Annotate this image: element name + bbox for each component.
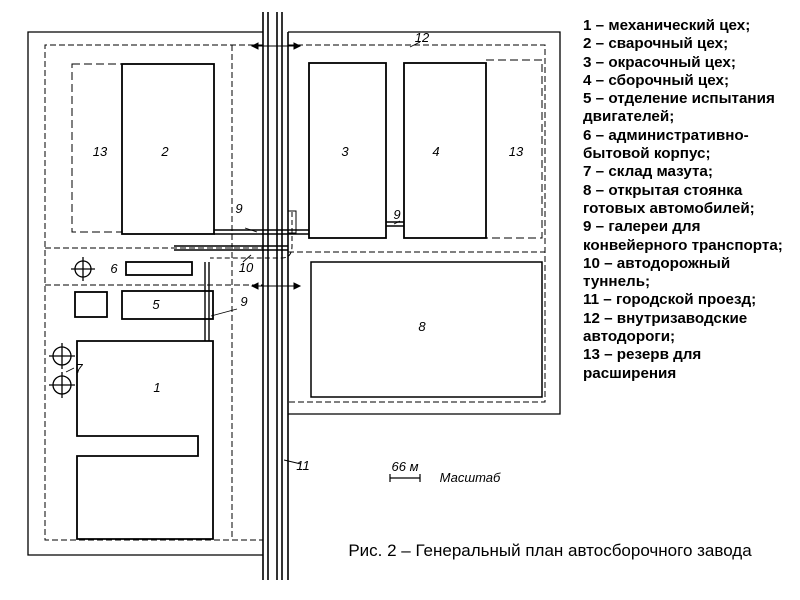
building-5-engine-test bbox=[122, 291, 213, 319]
legend-item: 13 – резерв для расширения bbox=[583, 346, 702, 382]
label-3: 3 bbox=[341, 144, 349, 159]
conveyor-galleries bbox=[174, 222, 404, 341]
label-1: 1 bbox=[153, 380, 161, 395]
right-parcel-boundary bbox=[288, 32, 560, 414]
scale-label: Масштаб bbox=[439, 470, 501, 485]
label-13-right: 13 bbox=[508, 144, 524, 159]
fuel-tank-icon bbox=[49, 372, 75, 398]
fuel-tank-icon bbox=[49, 343, 75, 369]
legend-item: 2 – сварочный цех; bbox=[583, 35, 729, 53]
label-13-left: 13 bbox=[92, 144, 108, 159]
road-tunnel bbox=[210, 212, 292, 258]
fuel-tank-icon bbox=[71, 257, 95, 281]
building-4-assembly-shop bbox=[404, 63, 486, 238]
scale-value: 66 м bbox=[391, 459, 419, 474]
figure-caption: Рис. 2 – Генеральный план автосборочного завода bbox=[348, 541, 752, 560]
building-5-engine-test-block bbox=[75, 292, 107, 317]
building-6-admin-block bbox=[126, 262, 192, 275]
city-road bbox=[263, 12, 288, 580]
label-4: 4 bbox=[432, 144, 440, 159]
legend-item: 7 – склад мазута; bbox=[583, 163, 713, 181]
left-parcel-boundary bbox=[28, 32, 263, 555]
legend-item: 6 – административно-бытовой корпус; bbox=[583, 126, 749, 163]
legend-item: 10 – автодорожный туннель; bbox=[583, 254, 731, 291]
label-9-right: 9 bbox=[393, 207, 401, 222]
legend-item: 4 – сборочный цех; bbox=[583, 71, 730, 89]
legend-item: 9 – галереи для конвейерного транспорта; bbox=[583, 218, 783, 254]
label-12: 12 bbox=[414, 30, 430, 45]
label-9-bottom: 9 bbox=[240, 294, 248, 309]
legend-item: 11 – городской проезд; bbox=[583, 291, 757, 309]
label-10: 10 bbox=[238, 260, 254, 275]
label-9-top: 9 bbox=[235, 201, 243, 216]
leader-lines bbox=[66, 42, 420, 464]
building-1-mechanical-shop bbox=[77, 341, 213, 539]
label-6: 6 bbox=[110, 261, 118, 276]
legend-item: 1 – механический цех; bbox=[583, 17, 751, 34]
legend-item: 5 – отделение испытания двигателей; bbox=[583, 90, 775, 126]
legend-item: 3 – окрасочный цех; bbox=[583, 53, 736, 71]
legend bbox=[583, 17, 795, 383]
label-8: 8 bbox=[418, 319, 426, 334]
parking-lot-8 bbox=[311, 262, 542, 397]
internal-roads bbox=[45, 45, 545, 540]
legend-item: 12 – внутризаводские автодороги; bbox=[583, 309, 748, 346]
scale-bar bbox=[390, 474, 420, 482]
label-2: 2 bbox=[161, 144, 169, 159]
label-11: 11 bbox=[296, 458, 310, 473]
label-7: 7 bbox=[75, 361, 83, 376]
label-5: 5 bbox=[152, 297, 160, 312]
legend-item: 8 – открытая стоянка готовых автомобилей; bbox=[583, 181, 755, 217]
